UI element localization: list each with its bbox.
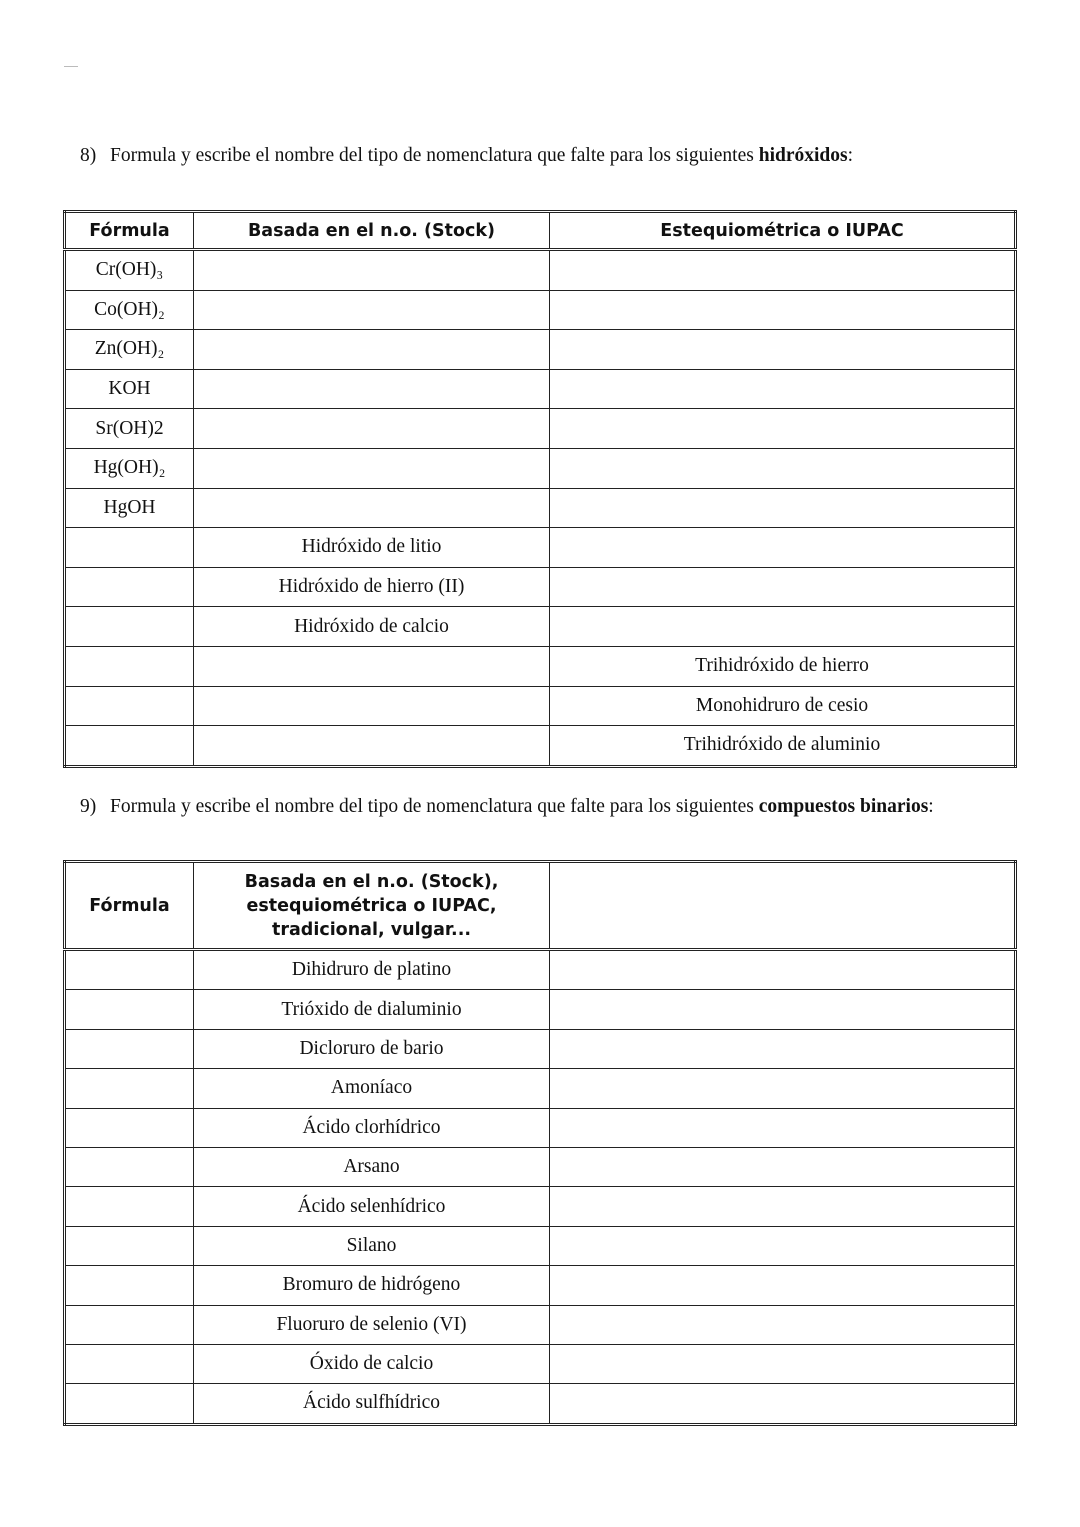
cell-name[interactable] (194, 290, 550, 330)
cell-answer[interactable] (550, 1108, 1016, 1147)
cell-formula: Hg(OH)₂ (65, 448, 194, 488)
cell-formula[interactable] (65, 567, 194, 607)
binary-compounds-table (63, 860, 1017, 1426)
header-iupac: Estequiométrica o IUPAC (550, 212, 1016, 250)
table-row (65, 330, 1016, 370)
cell-formula[interactable] (65, 1344, 194, 1383)
cell-name: Ácido selenhídrico (194, 1187, 550, 1226)
cell-answer[interactable] (550, 1226, 1016, 1265)
cell-answer[interactable] (550, 950, 1016, 990)
question-number: 9) (80, 796, 97, 817)
header-formula: Fórmula (65, 212, 194, 250)
table-row (65, 1069, 1016, 1108)
cell-answer[interactable] (550, 1305, 1016, 1344)
cell-formula[interactable] (65, 1029, 194, 1068)
table-row (65, 686, 1016, 726)
table-row (65, 990, 1016, 1029)
cell-formula[interactable] (65, 1187, 194, 1226)
cell-formula[interactable] (65, 1305, 194, 1344)
cell-answer: Trihidróxido de hierro (550, 646, 1016, 686)
cell-name: Silano (194, 1226, 550, 1265)
table-row (65, 528, 1016, 568)
cell-name[interactable] (194, 726, 550, 767)
table-row (65, 726, 1016, 767)
cell-name: Dihidruro de platino (194, 950, 550, 990)
cell-formula[interactable] (65, 607, 194, 647)
cell-answer[interactable] (550, 1384, 1016, 1424)
cell-formula[interactable] (65, 1069, 194, 1108)
table-header-row (65, 212, 1016, 250)
table-row (65, 250, 1016, 291)
cell-formula: Cr(OH)₃ (65, 250, 194, 291)
cell-name[interactable] (194, 646, 550, 686)
table-row (65, 1266, 1016, 1305)
cell-answer[interactable] (550, 448, 1016, 488)
table-row (65, 1384, 1016, 1424)
binary-compounds-table-body (65, 950, 1016, 1425)
table-header-row (65, 862, 1016, 950)
cell-formula: Co(OH)₂ (65, 290, 194, 330)
cell-formula[interactable] (65, 1147, 194, 1186)
table-row (65, 448, 1016, 488)
hydroxides-table (63, 210, 1017, 768)
question-keyword: compuestos binarios (758, 796, 929, 817)
cell-formula[interactable] (65, 646, 194, 686)
cell-formula[interactable] (65, 726, 194, 767)
cell-name: Óxido de calcio (194, 1344, 550, 1383)
table-row (65, 607, 1016, 647)
cell-formula[interactable] (65, 1384, 194, 1424)
cell-answer[interactable] (550, 990, 1016, 1029)
table-row (65, 1108, 1016, 1147)
cell-answer[interactable] (550, 369, 1016, 409)
cell-answer[interactable] (550, 488, 1016, 528)
cell-name: Ácido sulfhídrico (194, 1384, 550, 1424)
cell-answer[interactable] (550, 330, 1016, 370)
cell-formula[interactable] (65, 950, 194, 990)
table-row (65, 1029, 1016, 1068)
table-row (65, 1305, 1016, 1344)
cell-answer[interactable] (550, 1266, 1016, 1305)
table-row (65, 1344, 1016, 1383)
table-row (65, 646, 1016, 686)
cell-name[interactable] (194, 448, 550, 488)
cell-name[interactable] (194, 686, 550, 726)
header-formula: Fórmula (65, 862, 194, 950)
cell-name[interactable] (194, 409, 550, 449)
table-row (65, 1187, 1016, 1226)
cell-formula[interactable] (65, 528, 194, 568)
cell-answer[interactable] (550, 250, 1016, 291)
table-row (65, 409, 1016, 449)
hydroxides-table-body (65, 250, 1016, 767)
table-row (65, 369, 1016, 409)
cell-answer[interactable] (550, 1187, 1016, 1226)
cell-answer[interactable] (550, 1147, 1016, 1186)
cell-name[interactable] (194, 250, 550, 291)
header-blank (550, 862, 1016, 950)
cell-answer[interactable] (550, 607, 1016, 647)
header-names: Basada en el n.o. (Stock), estequiométrica o IUPAC, tradicional, vulgar... (194, 862, 550, 950)
cell-answer[interactable] (550, 528, 1016, 568)
cell-formula[interactable] (65, 1226, 194, 1265)
cell-formula[interactable] (65, 990, 194, 1029)
question-8 (80, 142, 980, 169)
cell-answer: Monohidruro de cesio (550, 686, 1016, 726)
question-9 (80, 793, 980, 820)
cell-name: Fluoruro de selenio (VI) (194, 1305, 550, 1344)
page-mark (64, 66, 78, 67)
header-stock: Basada en el n.o. (Stock) (194, 212, 550, 250)
cell-formula: HgOH (65, 488, 194, 528)
cell-name: Hidróxido de hierro (II) (194, 567, 550, 607)
cell-answer[interactable] (550, 1029, 1016, 1068)
cell-name[interactable] (194, 369, 550, 409)
table-row (65, 567, 1016, 607)
table-row (65, 290, 1016, 330)
cell-answer[interactable] (550, 1344, 1016, 1383)
cell-formula[interactable] (65, 1266, 194, 1305)
cell-name: Ácido clorhídrico (194, 1108, 550, 1147)
cell-formula[interactable] (65, 1108, 194, 1147)
table-row (65, 950, 1016, 990)
cell-answer[interactable] (550, 1069, 1016, 1108)
cell-answer[interactable] (550, 567, 1016, 607)
cell-name: Dicloruro de bario (194, 1029, 550, 1068)
question-text: Formula y escribe el nombre del tipo de nomenclatura que falte para los siguientes compuestos binarios: (110, 796, 934, 817)
cell-name: Hidróxido de litio (194, 528, 550, 568)
cell-name: Bromuro de hidrógeno (194, 1266, 550, 1305)
cell-formula: Zn(OH)₂ (65, 330, 194, 370)
cell-formula[interactable] (65, 686, 194, 726)
cell-name: Trióxido de dialuminio (194, 990, 550, 1029)
cell-answer[interactable] (550, 290, 1016, 330)
cell-name: Amoníaco (194, 1069, 550, 1108)
cell-name[interactable] (194, 330, 550, 370)
cell-formula: KOH (65, 369, 194, 409)
cell-name[interactable] (194, 488, 550, 528)
table-row (65, 1226, 1016, 1265)
cell-answer: Trihidróxido de aluminio (550, 726, 1016, 767)
cell-answer[interactable] (550, 409, 1016, 449)
cell-name: Arsano (194, 1147, 550, 1186)
cell-formula: Sr(OH)2 (65, 409, 194, 449)
question-number: 8) (80, 145, 97, 166)
table-row (65, 488, 1016, 528)
table-row (65, 1147, 1016, 1186)
question-keyword: hidróxidos (758, 145, 848, 166)
cell-name: Hidróxido de calcio (194, 607, 550, 647)
question-text: Formula y escribe el nombre del tipo de nomenclatura que falte para los siguientes hidróxidos: (110, 145, 854, 166)
